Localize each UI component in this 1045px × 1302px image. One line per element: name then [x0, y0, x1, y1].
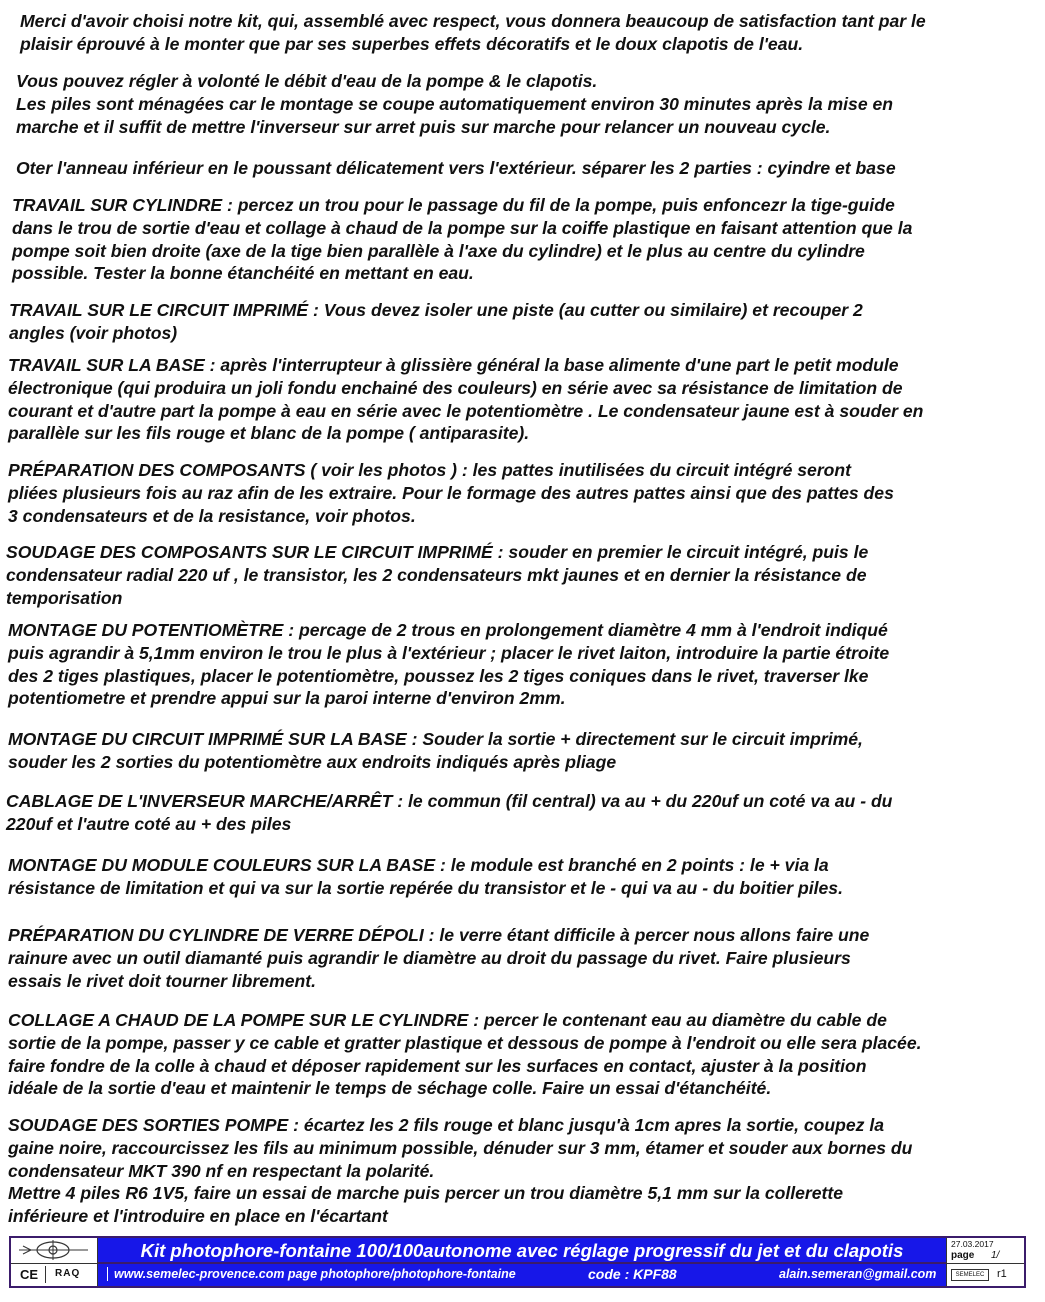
- paragraph-montage-potentiometre: [8, 619, 889, 710]
- line-text: après l'interrupteur à glissière général la base alimente d'une part le petit module: [215, 355, 899, 375]
- text-line: [12, 262, 912, 285]
- section-heading: SOUDAGE DES SORTIES POMPE :: [8, 1115, 300, 1135]
- line-text: ( voir les photos ) : les pattes inutilisées du circuit intégré seront: [305, 460, 852, 480]
- text-line: [8, 1077, 922, 1100]
- paragraph-soudage-composants: [6, 541, 868, 609]
- line-text: Merci d'avoir choisi notre kit, qui, assemblé avec respect, vous donnera beaucoup de satisfaction tant par le: [20, 11, 926, 31]
- line-text: rainure avec un outil diamanté puis agrandir le diamètre au droit du passage du rivet. Faire plusieurs: [8, 947, 851, 968]
- footer-cartouche: [9, 1236, 1026, 1288]
- text-line: [8, 354, 923, 377]
- line-text: angles (voir photos): [9, 322, 178, 343]
- paragraph-cablage-inverseur: [6, 790, 892, 836]
- line-text: courant et d'autre part la pompe à eau en série avec le potentiomètre . Le condensateur jaune est à souder en: [8, 400, 924, 421]
- text-line: [9, 299, 863, 322]
- line-text: écartez les 2 fils rouge et blanc jusqu'à 1cm apres la sortie, coupez la: [299, 1115, 885, 1135]
- text-line: [8, 1009, 922, 1032]
- footer-title: Kit photophore-fontaine 100/100autonome avec réglage progressif du jet et du clapotis: [98, 1238, 946, 1264]
- line-text: possible. Tester la bonne étanchéité en mettant en eau.: [12, 263, 474, 284]
- text-line: [8, 1137, 912, 1160]
- text-line: [8, 1032, 922, 1055]
- text-line: [16, 157, 896, 180]
- paragraph-preparation-composants: [8, 459, 894, 527]
- text-line: [20, 10, 926, 33]
- text-line: [20, 33, 926, 56]
- text-line: [8, 1055, 922, 1078]
- text-line: [8, 505, 894, 528]
- line-text: marche et il suffit de mettre l'inverseur sur arret puis sur marche pour relancer un nouveau cycle.: [16, 116, 831, 137]
- text-line: [12, 240, 912, 263]
- line-text: plaisir éprouvé à le monter que par ses superbes effets décoratifs et le doux clapotis de l'eau.: [20, 33, 804, 54]
- paragraph-collage-pompe: [8, 1009, 922, 1100]
- line-text: Souder la sortie + directement sur le circuit imprimé,: [417, 729, 863, 749]
- text-line: [8, 665, 889, 688]
- section-heading: TRAVAIL SUR LA BASE :: [8, 355, 216, 375]
- line-text: le module est branché en 2 points : le + via la: [445, 855, 829, 875]
- line-text: Les piles sont ménagées car le montage se coupe automatiquement environ 30 minutes après la mise en: [16, 93, 894, 114]
- paragraph-preparation-cylindre: [8, 924, 869, 992]
- line-text: Mettre 4 piles R6 1V5, faire un essai de marche puis percer un trou diamètre 5,1 mm sur la collerette: [8, 1183, 844, 1204]
- text-line: [8, 970, 869, 993]
- ce-mark: CE: [20, 1267, 39, 1282]
- paragraph-anneau: [16, 157, 896, 180]
- section-heading: SOUDAGE DES COMPOSANTS SUR LE CIRCUIT IMPRIMÉ :: [6, 542, 504, 562]
- brand-mini-logo: SEMELEC: [951, 1269, 989, 1281]
- text-line: [8, 459, 894, 482]
- text-line: [8, 482, 894, 505]
- text-line: [16, 70, 893, 93]
- line-text: Vous pouvez régler à volonté le débit d'eau de la pompe & le clapotis.: [16, 71, 598, 91]
- section-heading: COLLAGE A CHAUD DE LA POMPE SUR LE CYLINDRE :: [8, 1010, 480, 1030]
- line-text: gaine noire, raccourcissez les fils au minimum possible, dénuder sur 3 mm, étamer et souder aux bornes du: [8, 1137, 913, 1158]
- line-text: potentiometre et prendre appui sur la paroi interne d'environ 2mm.: [8, 688, 566, 709]
- text-line: [12, 217, 912, 240]
- revision-box: [946, 1264, 1024, 1286]
- line-text: parallèle sur les fils rouge et blanc de la pompe ( antiparasite).: [8, 423, 530, 444]
- line-text: idéale de la sortie d'eau et maintenir le temps de séchage colle. Faire un essai d'étanchéité.: [8, 1078, 772, 1099]
- logo-icon: [11, 1238, 96, 1262]
- text-line: [6, 790, 892, 813]
- text-line: [8, 619, 889, 642]
- line-text: électronique (qui produira un joli fondu enchainé des couleurs) en série avec sa résistance de limitation de: [8, 377, 903, 398]
- section-heading: MONTAGE DU CIRCUIT IMPRIMÉ SUR LA BASE :: [8, 729, 418, 749]
- line-text: temporisation: [6, 587, 123, 608]
- text-line: [8, 377, 923, 400]
- line-text: résistance de limitation et qui va sur la sortie repérée du transistor et le - qui va au - du boitier piles.: [8, 877, 843, 898]
- text-line: [8, 642, 889, 665]
- line-text: souder en premier le circuit intégré, puis le: [503, 542, 869, 562]
- text-line: [6, 587, 868, 610]
- section-heading: MONTAGE DU MODULE COULEURS SUR LA BASE :: [8, 855, 446, 875]
- section-heading: TRAVAIL SUR CYLINDRE :: [12, 195, 233, 215]
- page-number: 1/: [991, 1250, 1000, 1261]
- section-heading: PRÉPARATION DU CYLINDRE DE VERRE DÉPOLI: [8, 925, 424, 945]
- paragraph-travail-base: [8, 354, 923, 445]
- section-heading: CABLAGE DE L'INVERSEUR MARCHE/ARRÊT :: [6, 791, 404, 811]
- paragraph-montage-circuit-base: [8, 728, 863, 774]
- date-box: [946, 1238, 1024, 1264]
- footer-info: [98, 1264, 946, 1286]
- text-line: [16, 116, 893, 139]
- text-line: [12, 194, 912, 217]
- certification-box: [11, 1264, 98, 1286]
- text-line: [6, 564, 868, 587]
- line-text: Vous devez isoler une piste (au cutter ou similaire) et recouper 2: [318, 300, 863, 320]
- line-text: percer le contenant eau au diamètre du cable de: [479, 1010, 887, 1030]
- email-link[interactable]: alain.semeran@gmail.com: [779, 1267, 937, 1281]
- paragraph-soudage-pompe: [8, 1114, 912, 1228]
- page-label: page: [951, 1250, 975, 1261]
- date: 27.03.2017: [951, 1239, 994, 1249]
- line-text: pompe soit bien droite (axe de la tige bien parallèle à l'axe du cylindre) et le plus au centre du cylindre: [12, 240, 865, 261]
- text-line: [8, 854, 843, 877]
- product-code: code : KPF88: [588, 1266, 677, 1282]
- paragraph-intro: [20, 10, 926, 56]
- line-text: souder les 2 sorties du potentiomètre aux endroits indiqués après pliage: [8, 751, 617, 772]
- text-line: [6, 541, 868, 564]
- text-line: [8, 1182, 912, 1205]
- line-text: sortie de la pompe, passer y ce cable et gratter plastique et dessous de pompe à l'endroit ou elle sera placée.: [8, 1032, 922, 1053]
- text-line: [8, 1114, 912, 1137]
- text-line: [8, 687, 889, 710]
- paragraph-reglage: [16, 70, 893, 138]
- text-line: [16, 93, 893, 116]
- line-text: essais le rivet doit tourner librement.: [8, 970, 316, 991]
- website-link[interactable]: www.semelec-provence.com page photophore/photophore-fontaine: [114, 1267, 516, 1281]
- section-heading: MONTAGE DU POTENTIOMÈTRE :: [8, 620, 295, 640]
- line-text: percage de 2 trous en prolongement diamètre 4 mm à l'endroit indiqué: [294, 620, 888, 640]
- text-line: [8, 422, 923, 445]
- line-text: percez un trou pour le passage du fil de la pompe, puis enfoncezr la tige-guide: [232, 195, 895, 215]
- line-text: 220uf et l'autre coté au + des piles: [6, 813, 292, 834]
- paragraph-travail-circuit: [9, 299, 863, 345]
- text-line: [8, 400, 923, 423]
- text-line: [8, 1205, 912, 1228]
- text-line: [8, 751, 863, 774]
- text-line: [8, 947, 869, 970]
- line-text: condensateur MKT 390 nf en respectant la polarité.: [8, 1160, 435, 1181]
- text-line: [8, 924, 869, 947]
- text-line: [8, 1160, 912, 1183]
- line-text: des 2 tiges plastiques, placer le potentiomètre, poussez les 2 tiges coniques dans le rivet, traverser lke: [8, 665, 869, 686]
- revision: r1: [997, 1268, 1007, 1280]
- line-text: inférieure et l'introduire en place en l'écartant: [8, 1206, 388, 1227]
- line-text: dans le trou de sortie d'eau et collage à chaud de la pompe sur la coiffe plastique en faisant attention que la: [12, 217, 913, 238]
- raq-mark: RAQ: [55, 1268, 81, 1279]
- line-text: le commun (fil central) va au + du 220uf un coté va au - du: [403, 791, 893, 811]
- line-text: : le verre étant difficile à percer nous allons faire une: [423, 925, 870, 945]
- text-line: [8, 877, 843, 900]
- section-heading: PRÉPARATION DES COMPOSANTS: [8, 460, 306, 480]
- line-text: pliées plusieurs fois au raz afin de les extraire. Pour le formage des autres pattes ainsi que des pattes des: [8, 482, 894, 503]
- line-text: condensateur radial 220 uf , le transistor, les 2 condensateurs mkt jaunes et en dernier la résistance de: [6, 564, 867, 585]
- line-text: 3 condensateurs et de la resistance, voir photos.: [8, 505, 416, 526]
- section-heading: TRAVAIL SUR LE CIRCUIT IMPRIMÉ :: [9, 300, 319, 320]
- line-text: puis agrandir à 5,1mm environ le trou le plus à l'extérieur ; placer le rivet laiton, introduire la partie étroite: [8, 642, 890, 663]
- paragraph-montage-module: [8, 854, 843, 900]
- text-line: [8, 728, 863, 751]
- text-line: [9, 322, 863, 345]
- text-line: [6, 813, 892, 836]
- line-text: Oter l'anneau inférieur en le poussant délicatement vers l'extérieur. séparer les 2 parties : cyindre et base: [16, 158, 896, 178]
- line-text: faire fondre de la colle à chaud et déposer rapidement sur les surfaces en contact, ajuster à la position: [8, 1055, 867, 1076]
- semelec-logo: [11, 1238, 98, 1264]
- paragraph-travail-cylindre: [12, 194, 912, 285]
